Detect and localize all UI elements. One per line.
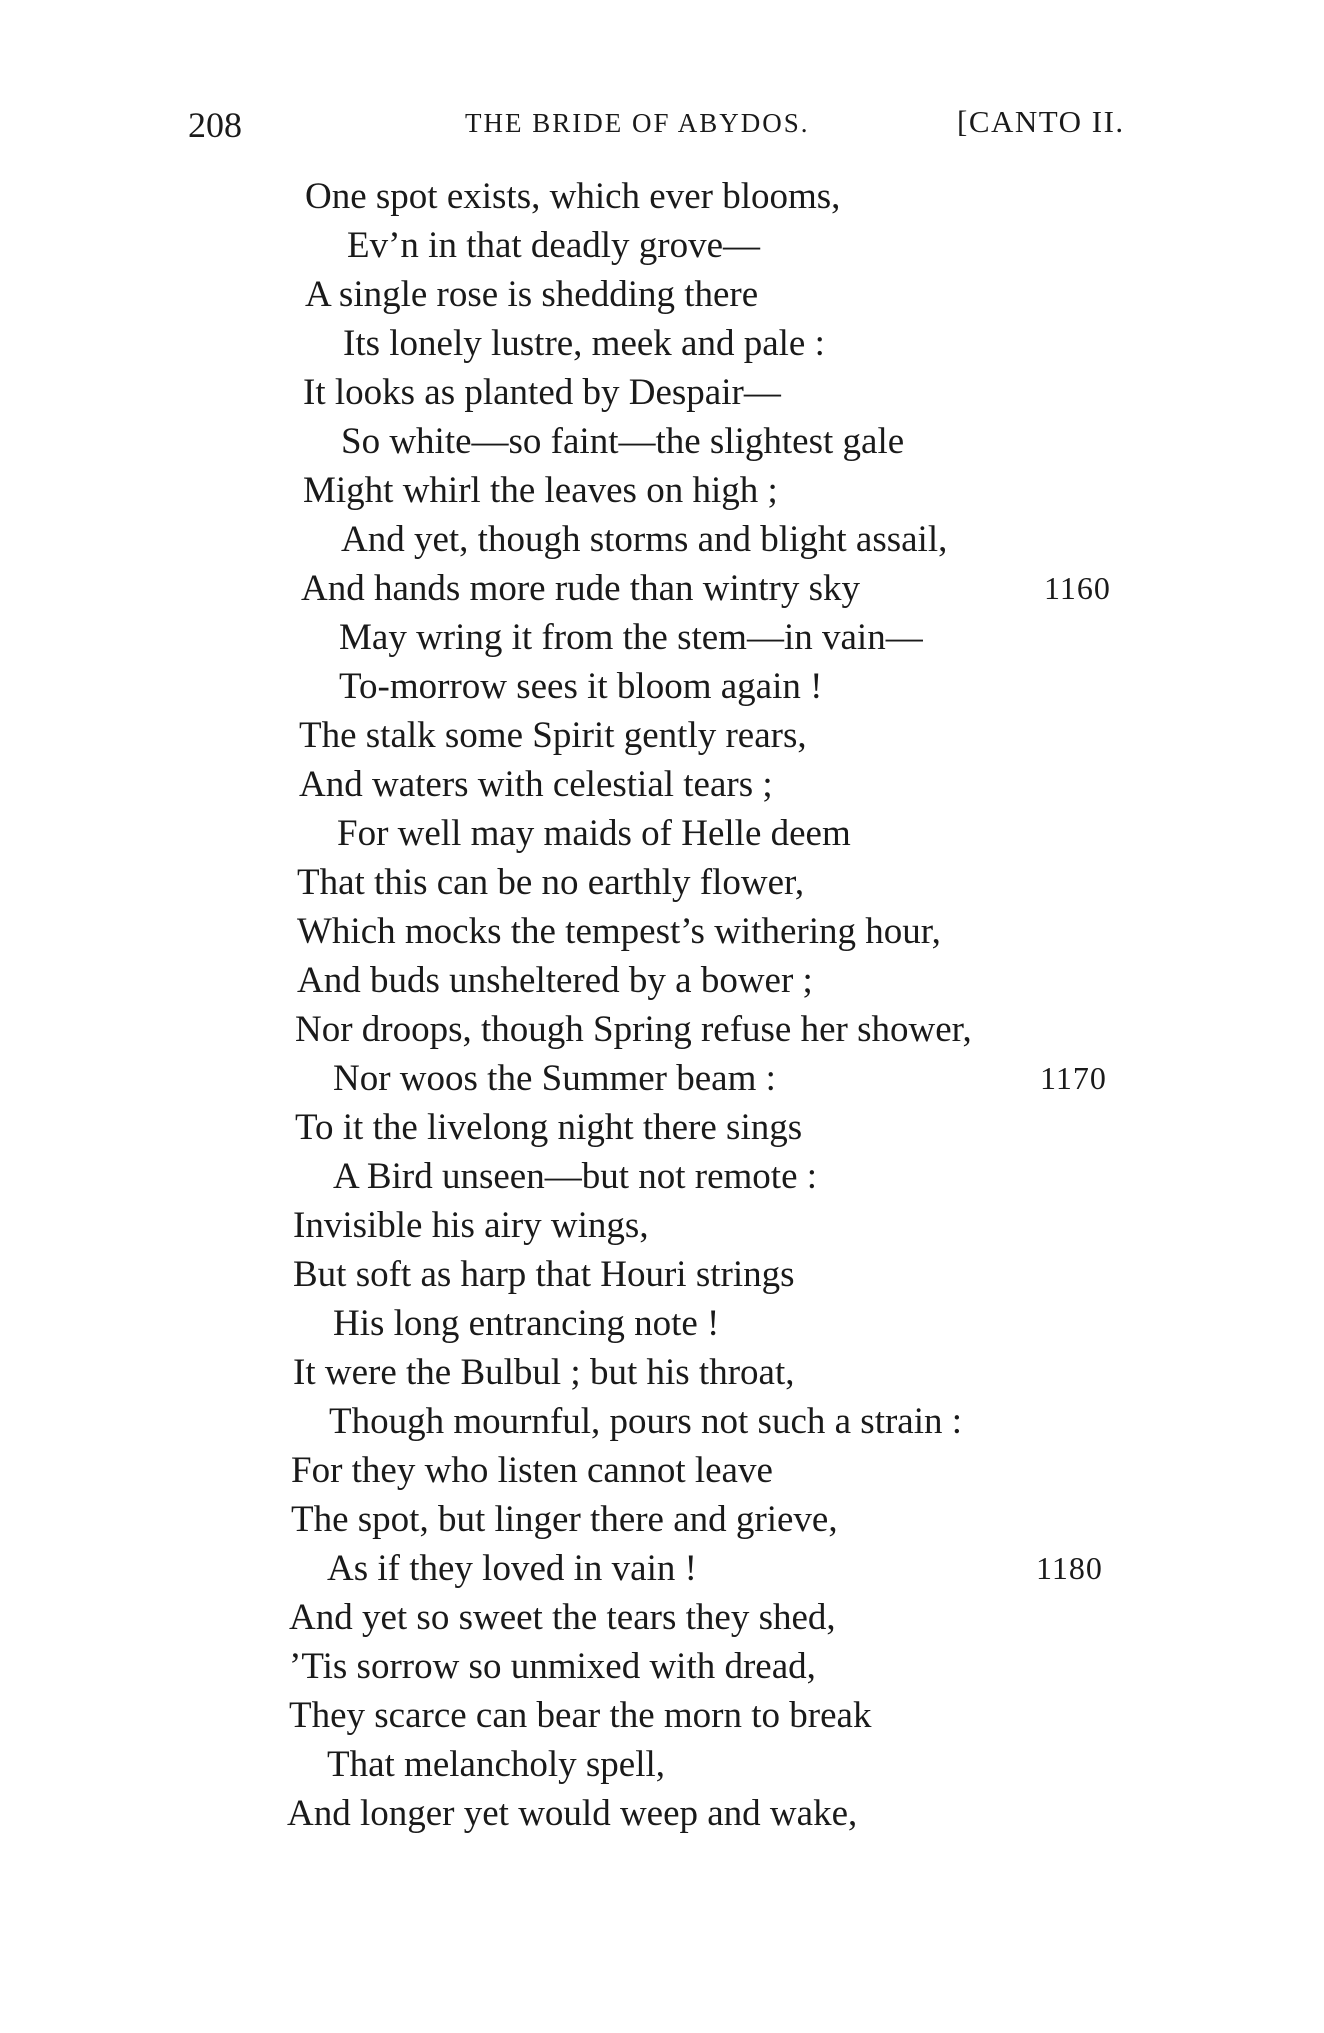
canto-label: [CANTO II. <box>957 104 1125 139</box>
verse-line: A single rose is shedding there <box>305 274 759 315</box>
verse-line: Invisible his airy wings, <box>293 1205 649 1246</box>
verse-line: And yet so sweet the tears they shed, <box>289 1597 836 1638</box>
verse-line: Might whirl the leaves on high ; <box>303 470 778 511</box>
verse-line: One spot exists, which ever blooms, <box>305 176 841 217</box>
verse-line: His long entrancing note ! <box>333 1303 720 1344</box>
running-title: THE BRIDE OF ABYDOS. <box>465 108 810 138</box>
line-number: 1180 <box>1036 1550 1103 1586</box>
verse-line: They scarce can bear the morn to break <box>289 1695 872 1736</box>
verse-line: The stalk some Spirit gently rears, <box>299 715 807 756</box>
page-number: 208 <box>188 105 242 145</box>
verse-line: It were the Bulbul ; but his throat, <box>293 1352 795 1393</box>
verse-line: A Bird unseen—but not remote : <box>333 1156 818 1197</box>
verse-line: For well may maids of Helle deem <box>337 813 851 854</box>
verse-line: So white—so faint—the slightest gale <box>341 421 905 462</box>
verse-line: That this can be no earthly flower, <box>297 862 805 903</box>
verse-line: Its lonely lustre, meek and pale : <box>343 323 825 364</box>
verse-line: It looks as planted by Despair— <box>303 372 781 413</box>
verse-line: To it the livelong night there sings <box>295 1107 803 1148</box>
verse-line: And waters with celestial tears ; <box>299 764 773 805</box>
verse-line: The spot, but linger there and grieve, <box>291 1499 838 1540</box>
verse-line: ’Tis sorrow so unmixed with dread, <box>289 1646 816 1687</box>
verse-line: May wring it from the stem—in vain— <box>339 617 923 658</box>
verse-line: Nor woos the Summer beam : <box>333 1058 776 1099</box>
verse-line: Though mournful, pours not such a strain : <box>329 1401 963 1442</box>
verse-line: For they who listen cannot leave <box>291 1450 773 1491</box>
verse-line: And yet, though storms and blight assail, <box>341 519 948 560</box>
line-number: 1160 <box>1044 570 1111 606</box>
verse-line: That melancholy spell, <box>327 1744 666 1785</box>
verse-line: Ev’n in that deadly grove— <box>347 225 761 266</box>
verse-line: Nor droops, though Spring refuse her shower, <box>295 1009 972 1050</box>
page-header <box>0 104 1324 148</box>
verse-line: And hands more rude than wintry sky <box>301 568 861 609</box>
verse-line: Which mocks the tempest’s withering hour, <box>297 911 941 952</box>
verse-line: And buds unsheltered by a bower ; <box>297 960 813 1001</box>
line-number: 1170 <box>1040 1060 1107 1096</box>
verse-line: As if they loved in vain ! <box>327 1548 697 1589</box>
verse-line: But soft as harp that Houri strings <box>293 1254 795 1295</box>
verse-line: To-morrow sees it bloom again ! <box>339 666 823 707</box>
verse-line: And longer yet would weep and wake, <box>287 1793 858 1834</box>
